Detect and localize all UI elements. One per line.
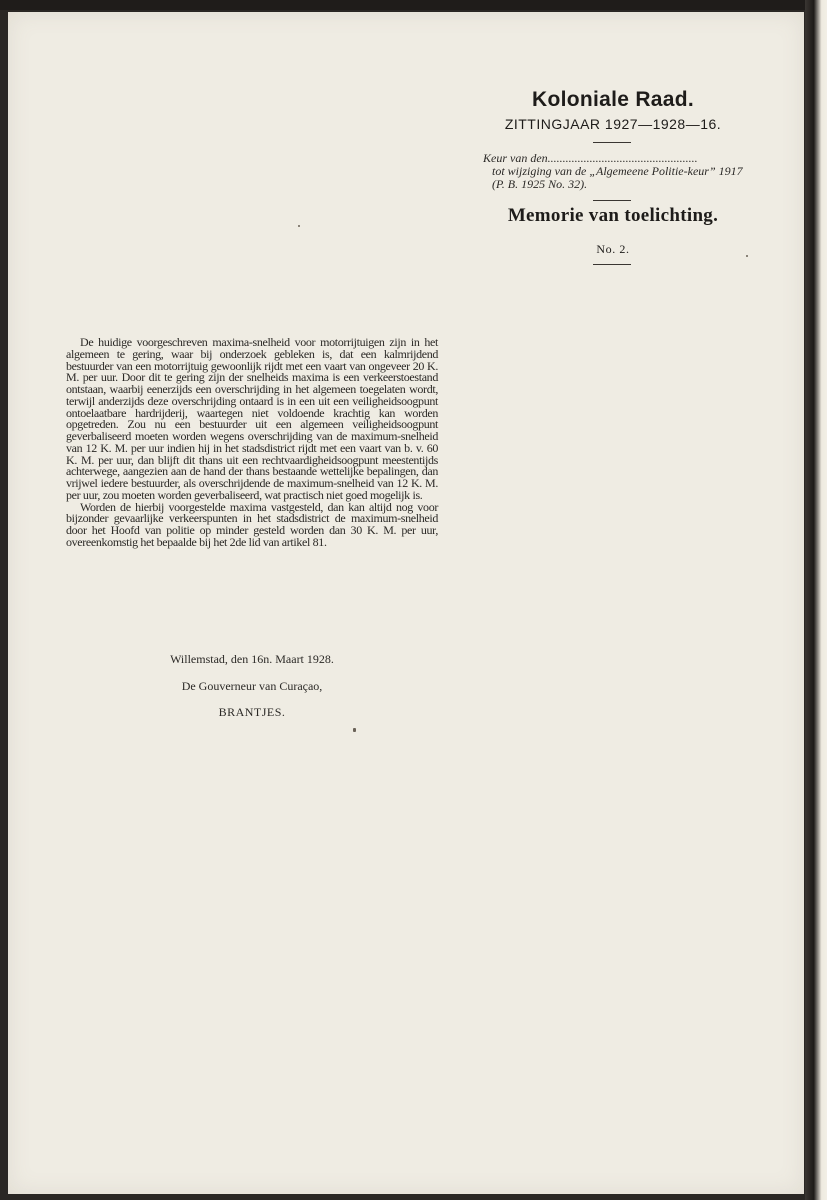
council-title: Koloniale Raad. [531,88,695,111]
ink-speck [353,728,356,732]
adjacent-page-edge [805,0,827,1200]
place-and-date: Willemstad, den 16n. Maart 1928. [170,652,334,666]
governor-title: De Gouverneur van Curaçao, [181,679,323,693]
ink-speck [746,255,748,257]
body-paragraph-2: Worden de hierbij voorgestelde maxima vastgesteld, dan kan altijd nog voor bijzonder gevaarlijke verkeerspunten in het stadsdistrict de maximum-snelheid door het Hoofd van politie op minder gesteld worden dan 30 K. M. per uur, overeenkomstig het bepaalde bij het 2de lid van artikel 81. [66,499,438,549]
ink-speck [298,225,300,227]
reference-line-1: Keur van den.................................................. [483,152,698,165]
body-paragraph-1: De huidige voorgeschreven maxima-snelheid voor motorrijtuigen zijn in het algemeen te gering, waar bij onderzoek gebleken is, dat een kalmrijdend bestuurder van een motorrijtuig gewoonlijk rijdt met een vaart van ongeveer 20 K. M. per uur. Door dit te gering zijn der snelheids maxima is een verkeerstoestand ontstaan, waarbij eenerzijds een overschrijding in het algemeen toegelaten wordt, terwijl anderzijds deze overschrijding ontaard is in een uit een veiligheidsoogpunt ontoelaatbare hardrijderij, waartegen niet voldoende krachtig kan worden opgetreden. Zou nu een bestuurder uit een algemeen veiligheidsoogpunt geverbaliseerd moeten worden wegens overschrijding van de maximum-snelheid van 12 K. M. per uur indien hij in het stadsdistrict rijdt met een vaart van b. v. 60 K. M. per uur, dan blijft dit thans uit een rechtvaardigheidsoogpunt meestentijds achterwege, aangezien aan de hand der thans bestaande wettelijke bepalingen, dan vrijwel iedere bestuurder, als overschrijdende de maximum-snelheid van 12 K. M. per uur, zou moeten worden geverbaliseerd, wat practisch niet goed mogelijk is. [66,335,438,502]
body-text [66,337,438,549]
document-page [8,12,804,1194]
scan-top-edge [0,0,827,10]
signature-name: BRANTJES. [218,705,286,719]
header-rule [593,200,631,201]
header-rule [593,264,631,265]
reference-line-2: tot wijziging van de „Algemeene Politie-keur” 1917 (P. B. 1925 No. 32). [492,164,743,191]
document-number: No. 2. [596,242,630,256]
reference-note [483,152,745,191]
session-year: ZITTINGJAAR 1927—1928—16. [504,116,722,132]
header-rule [593,142,631,143]
document-type-heading: Memorie van toelichting. [507,205,719,226]
